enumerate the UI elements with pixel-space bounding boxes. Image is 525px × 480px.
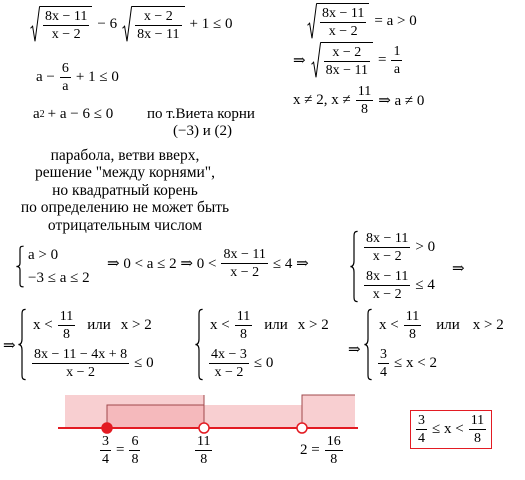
equals-sign: = bbox=[377, 51, 387, 68]
system-rows bbox=[207, 309, 329, 380]
system-brace bbox=[364, 309, 372, 380]
denominator: x − 2 bbox=[214, 365, 244, 380]
system-row: −3 ≤ a ≤ 2 bbox=[28, 269, 90, 286]
fraction bbox=[416, 413, 427, 446]
system bbox=[350, 231, 438, 302]
answer-relation: ≤ x < bbox=[432, 421, 464, 437]
fraction bbox=[209, 347, 249, 380]
numerator: 3 bbox=[102, 434, 109, 449]
fraction bbox=[235, 309, 252, 342]
condition-alt: x > 2 bbox=[297, 317, 329, 333]
denominator: 8x − 11 bbox=[325, 63, 368, 78]
numerator: 6 bbox=[61, 61, 69, 76]
vieta-roots: (−3) и (2) bbox=[173, 123, 232, 139]
system-row bbox=[376, 309, 504, 342]
fraction bbox=[129, 434, 140, 467]
system-brace bbox=[16, 246, 24, 287]
numerator: 8x − 11 bbox=[45, 9, 88, 24]
system bbox=[364, 309, 504, 380]
radicand bbox=[317, 3, 369, 39]
explanation-line: отрицательным числом bbox=[47, 216, 203, 234]
denominator: 4 bbox=[380, 365, 387, 380]
system-brace bbox=[195, 309, 203, 380]
denominator: x − 2 bbox=[372, 287, 402, 302]
label-2 bbox=[297, 434, 345, 467]
fraction bbox=[404, 309, 421, 342]
point-11-8 bbox=[199, 423, 209, 433]
fraction bbox=[221, 247, 267, 280]
system-simplified bbox=[195, 309, 329, 380]
fraction bbox=[324, 45, 370, 78]
numerator: 1 bbox=[393, 43, 401, 59]
denominator: x − 2 bbox=[51, 27, 81, 42]
domain-tail: ⇒ a ≠ 0 bbox=[378, 93, 425, 109]
radical-sign-glyph bbox=[311, 42, 321, 78]
system-row bbox=[376, 347, 504, 380]
implies-arrow: ⇒ bbox=[452, 261, 465, 277]
denominator: 8 bbox=[62, 327, 70, 342]
system-combined bbox=[18, 309, 157, 380]
system-row bbox=[362, 269, 438, 302]
numerator: 16 bbox=[326, 434, 341, 449]
point-3-4 bbox=[102, 423, 112, 433]
denominator: 8x − 11 bbox=[137, 27, 180, 42]
denominator: x − 2 bbox=[328, 24, 358, 39]
condition-lead: x < bbox=[379, 317, 399, 333]
radical-sign-glyph bbox=[307, 3, 317, 39]
numerator: 8x − 11 − 4x + 8 bbox=[34, 347, 128, 362]
denominator: 8 bbox=[360, 102, 368, 117]
fraction bbox=[43, 9, 89, 42]
denominator: 4 bbox=[418, 431, 425, 446]
label-lead: 2 = bbox=[300, 442, 320, 458]
system-brace-glyph bbox=[16, 246, 24, 287]
explanation-line: по определению не может быть bbox=[20, 199, 230, 217]
radical bbox=[307, 3, 369, 39]
radicand bbox=[40, 6, 92, 42]
condition-alt: x > 2 bbox=[120, 317, 152, 333]
radicand bbox=[132, 6, 184, 42]
denominator: 8 bbox=[408, 327, 416, 342]
radical-sign bbox=[311, 42, 321, 78]
numerator: 8x − 11 bbox=[322, 6, 365, 21]
system-solved bbox=[364, 309, 504, 380]
system-brace-glyph bbox=[364, 309, 372, 380]
system-brace bbox=[18, 309, 26, 380]
explanation-line: решение "между корнями", bbox=[35, 164, 215, 182]
radical-sign-glyph bbox=[122, 6, 132, 42]
system-a-range bbox=[16, 246, 90, 287]
system-brace-glyph bbox=[18, 309, 26, 380]
numerator: 11 bbox=[236, 309, 251, 324]
condition-lead: x < bbox=[210, 317, 230, 333]
equals-sign: = bbox=[116, 442, 125, 458]
denominator: x − 2 bbox=[66, 365, 96, 380]
system-brace bbox=[350, 231, 358, 302]
chain-tail: ≤ 4 ⇒ bbox=[272, 256, 309, 272]
fraction bbox=[32, 347, 129, 380]
system-fraction-bounds bbox=[350, 231, 438, 302]
fraction bbox=[364, 231, 410, 264]
or-word: или bbox=[264, 317, 288, 333]
system-rows bbox=[28, 246, 90, 287]
radical bbox=[311, 42, 373, 78]
fraction bbox=[364, 269, 410, 302]
system-row bbox=[207, 347, 329, 380]
system-row bbox=[207, 309, 329, 342]
inequality-tail: + 1 ≤ 0 bbox=[189, 15, 233, 32]
system-row: a > 0 bbox=[28, 246, 59, 263]
numerator: x − 2 bbox=[324, 45, 370, 62]
radical-sign-glyph bbox=[30, 6, 40, 42]
implies-arrow: ⇒ bbox=[348, 342, 361, 358]
numerator: 6 bbox=[131, 434, 139, 449]
relation: ≤ x < 2 bbox=[394, 355, 437, 371]
inequality-in-a bbox=[33, 61, 122, 94]
expr-head: a − bbox=[36, 69, 55, 85]
radicand bbox=[321, 42, 373, 78]
or-word: или bbox=[436, 317, 460, 333]
condition-lead: x < bbox=[33, 317, 53, 333]
denominator: a bbox=[393, 61, 401, 77]
quadratic-base: a bbox=[33, 106, 40, 122]
fraction bbox=[320, 6, 366, 39]
system bbox=[195, 309, 329, 380]
fraction bbox=[58, 309, 75, 342]
radical-sign bbox=[307, 3, 317, 39]
numerator: 11 bbox=[405, 309, 420, 324]
fraction bbox=[60, 61, 71, 94]
numerator: 3 bbox=[380, 347, 387, 362]
denominator: 8 bbox=[330, 452, 338, 467]
denominator: x − 2 bbox=[372, 249, 402, 264]
substitution-inverse bbox=[290, 42, 404, 78]
system-brace-glyph bbox=[195, 309, 203, 380]
system-rows bbox=[376, 309, 504, 380]
denominator: 8 bbox=[131, 452, 139, 467]
denominator: 8 bbox=[200, 452, 208, 467]
numerator: 8x − 11 bbox=[223, 247, 266, 262]
original-inequality bbox=[28, 6, 235, 42]
chain-inequality bbox=[104, 247, 312, 280]
fraction bbox=[391, 44, 402, 77]
implies-arrow: ⇒ bbox=[293, 52, 306, 69]
implies-arrow: ⇒ bbox=[3, 338, 16, 354]
numerator: 3 bbox=[418, 413, 425, 428]
numerator: 4x − 3 bbox=[211, 347, 247, 362]
expr-tail: + 1 ≤ 0 bbox=[75, 69, 119, 85]
radical-sign bbox=[30, 6, 40, 42]
fraction bbox=[469, 413, 486, 446]
fraction bbox=[135, 9, 181, 42]
system-brace-glyph bbox=[350, 231, 358, 302]
coefficient: − 6 bbox=[97, 15, 118, 32]
numerator: x − 2 bbox=[135, 9, 181, 26]
numerator: 11 bbox=[470, 413, 485, 428]
chain-head: ⇒ 0 < a ≤ 2 ⇒ 0 < bbox=[107, 256, 217, 272]
region-x-greater-than-2 bbox=[302, 395, 355, 428]
explanation-line: парабола, ветви вверх, bbox=[50, 147, 200, 164]
fraction bbox=[100, 434, 111, 467]
vieta-label: по т.Виета корни bbox=[147, 106, 255, 122]
denominator: x − 2 bbox=[230, 265, 260, 280]
relation: ≤ 4 bbox=[415, 277, 435, 293]
system-row bbox=[362, 231, 438, 264]
or-word: или bbox=[87, 317, 111, 333]
denominator: 8 bbox=[239, 327, 247, 342]
label-11-8 bbox=[193, 434, 214, 467]
radical bbox=[122, 6, 184, 42]
relation: > 0 bbox=[415, 239, 436, 255]
quadratic-inequality: a 2 + a − 6 ≤ 0 bbox=[33, 106, 114, 122]
definition-tail: = a > 0 bbox=[374, 12, 417, 29]
fraction bbox=[356, 84, 373, 117]
radical-sign bbox=[122, 6, 132, 42]
relation: ≤ 0 bbox=[253, 355, 274, 371]
condition-alt: x > 2 bbox=[472, 317, 504, 333]
denominator: 8 bbox=[473, 431, 481, 446]
explanation-text bbox=[0, 147, 250, 234]
explanation-line: но квадратный корень bbox=[52, 181, 198, 199]
label-3-4 bbox=[98, 434, 142, 467]
substitution-definition bbox=[305, 3, 420, 39]
system bbox=[16, 246, 90, 287]
numerator: 11 bbox=[197, 434, 211, 449]
numerator: 8x − 11 bbox=[366, 231, 409, 246]
system-row bbox=[30, 347, 157, 380]
relation: ≤ 0 bbox=[134, 355, 154, 371]
quadratic-tail: + a − 6 ≤ 0 bbox=[47, 106, 114, 122]
system-row bbox=[30, 309, 157, 342]
numerator: 11 bbox=[357, 84, 372, 99]
system bbox=[18, 309, 157, 380]
system-rows bbox=[362, 231, 438, 302]
answer-box bbox=[410, 410, 492, 449]
domain-restriction bbox=[290, 84, 427, 117]
fraction bbox=[195, 434, 212, 467]
radical bbox=[30, 6, 92, 42]
point-2 bbox=[297, 423, 307, 433]
denominator: 4 bbox=[102, 452, 109, 467]
domain-head: x ≠ 2, x ≠ bbox=[293, 92, 351, 108]
numerator: 8x − 11 bbox=[366, 269, 409, 284]
numerator: 11 bbox=[59, 309, 74, 324]
fraction bbox=[325, 434, 343, 467]
system-rows bbox=[30, 309, 157, 380]
denominator: a bbox=[62, 79, 69, 94]
fraction bbox=[378, 347, 389, 380]
